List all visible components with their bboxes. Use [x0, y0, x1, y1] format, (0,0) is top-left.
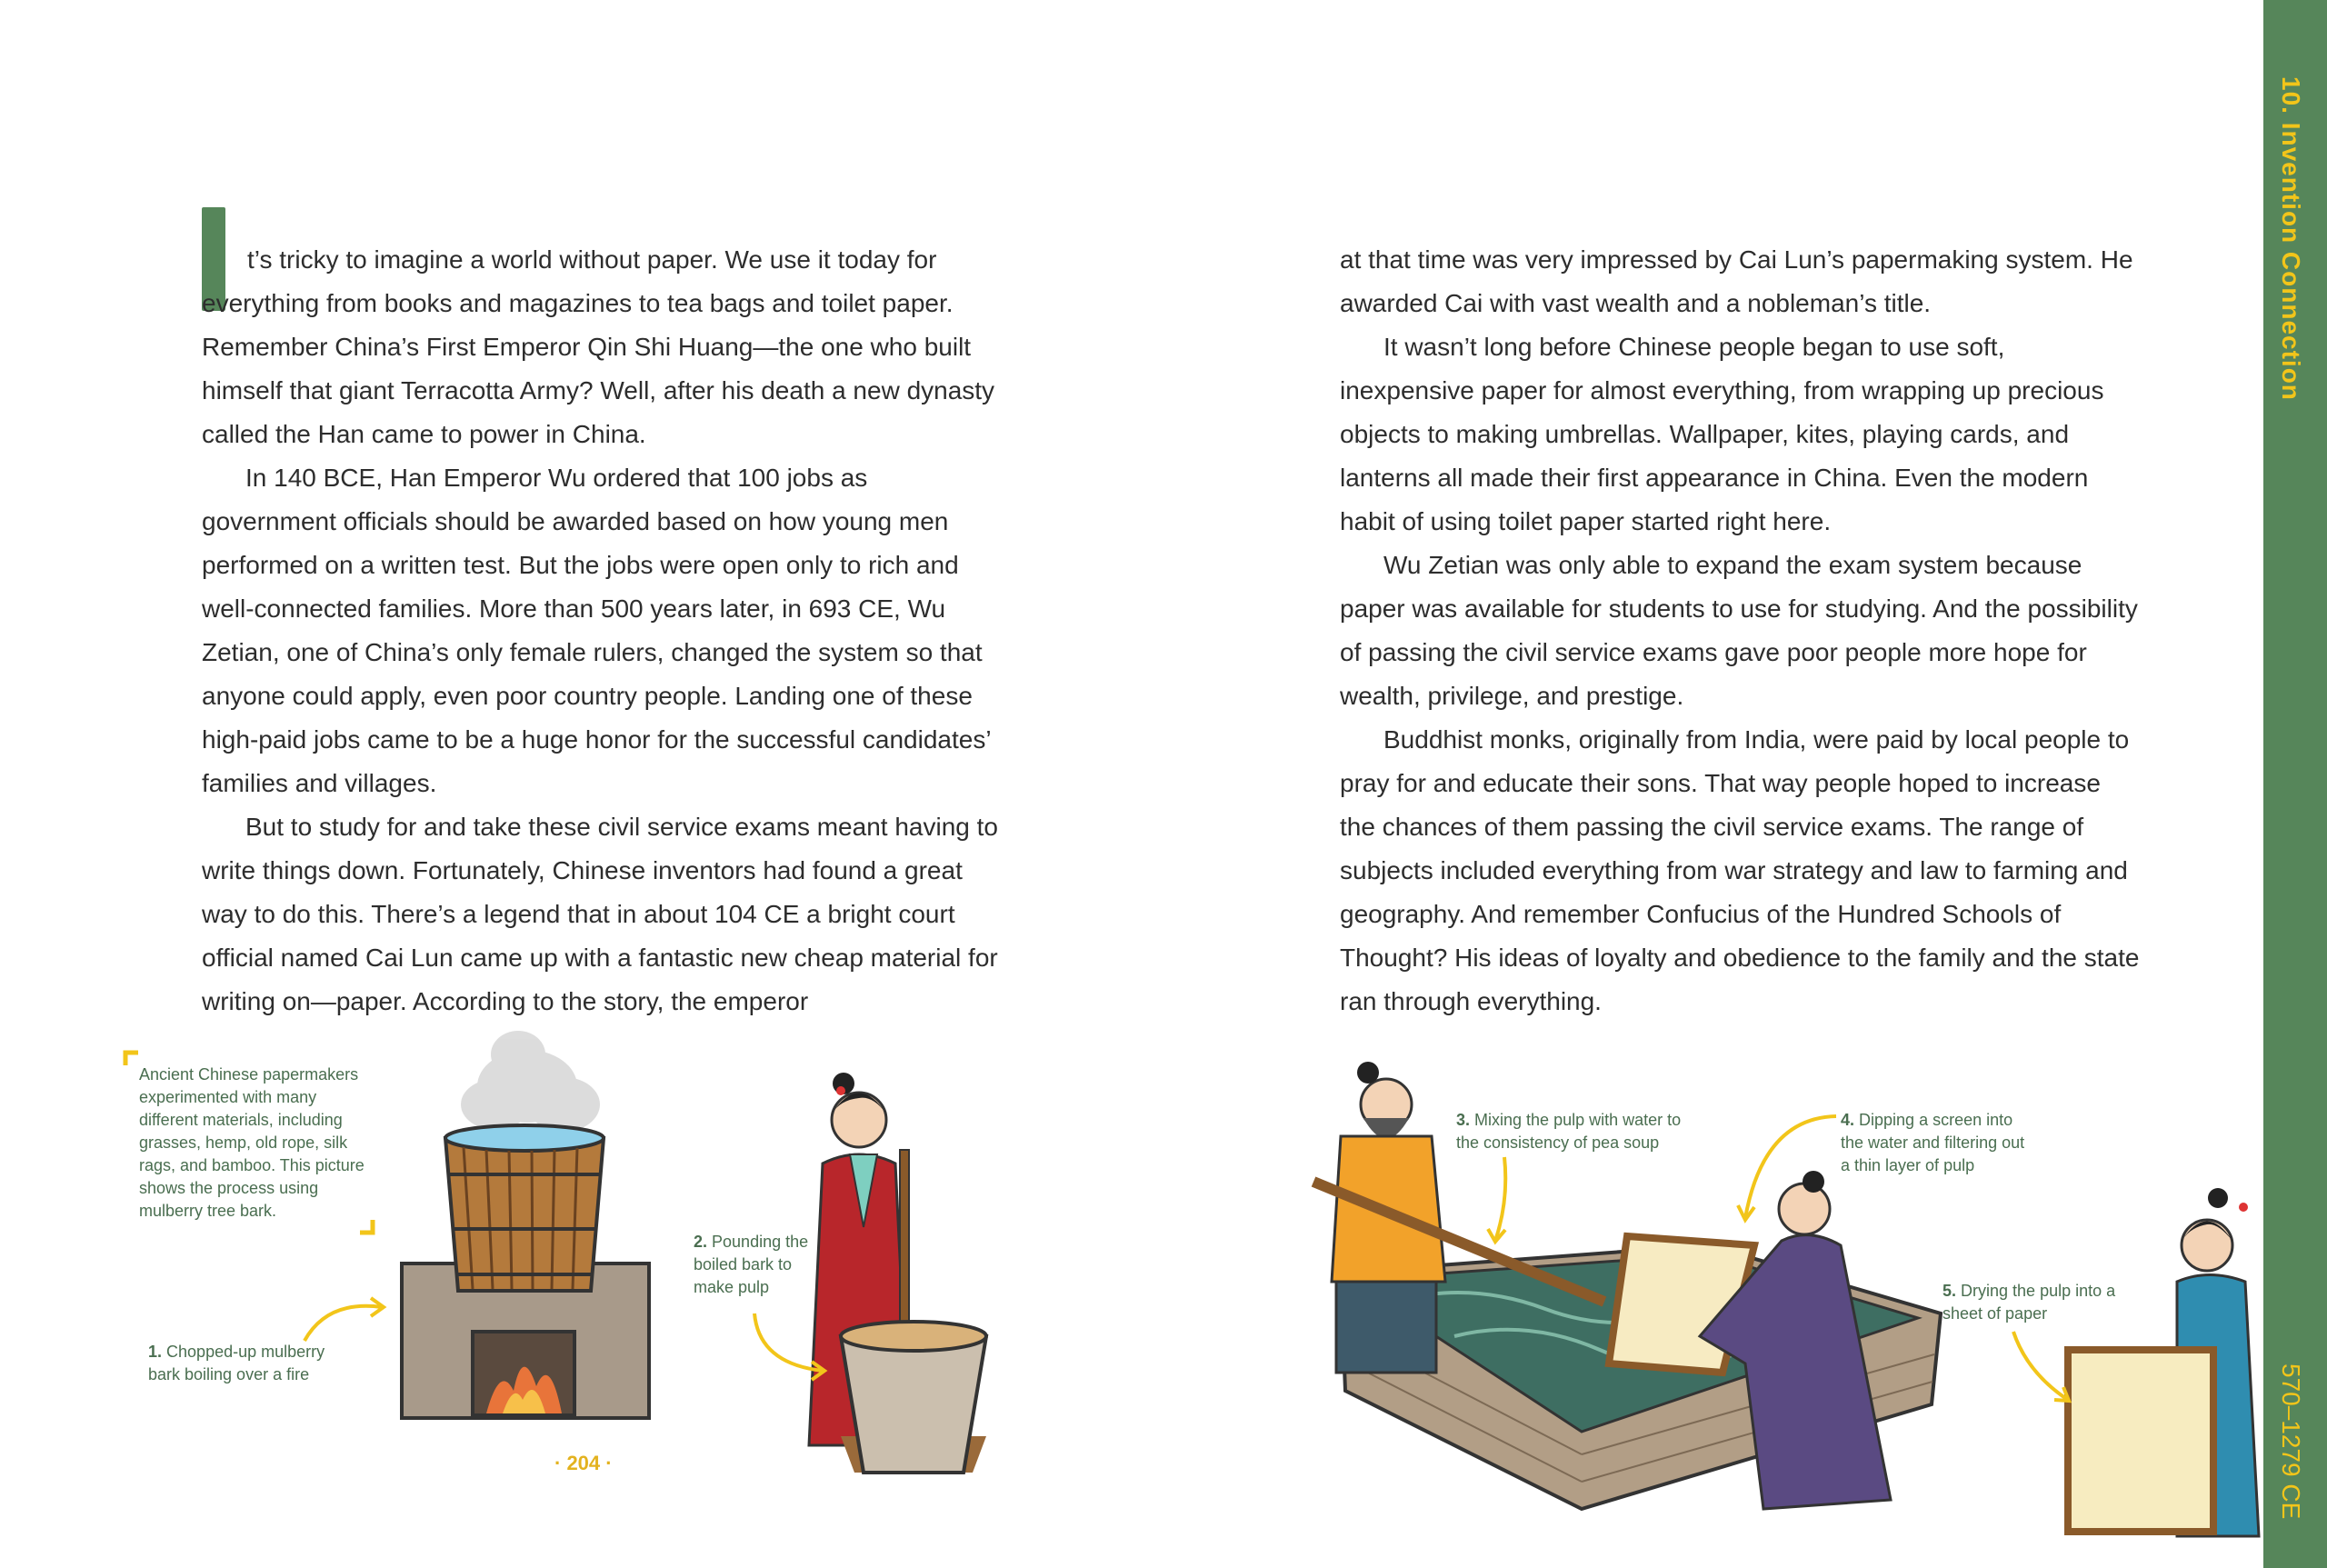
paragraph-4: at that time was very impressed by Cai Lun’s papermaking system. He awarded Cai with vast wealth and a nobleman’s title.: [1340, 245, 2133, 317]
step-5-number: 5.: [1942, 1282, 1957, 1300]
step-1-number: 1.: [148, 1343, 163, 1361]
steam-cloud: [461, 1031, 600, 1132]
first-line: t’s tricky to imagine a world without paper. We use it today for: [247, 245, 937, 274]
step-1-text: Chopped-up mulberry bark boiling over a fire: [148, 1343, 325, 1383]
step-3-caption: [1456, 1109, 1702, 1154]
paragraph-1-rest: everything from books and magazines to tea bags and toilet paper. Remember China’s First Emperor Qin Shi Huang—the one who built himself that giant Terracotta Army? Well, after his death a new dynasty called the Han came to power in China.: [202, 289, 995, 448]
step-4-number: 4.: [1841, 1111, 1855, 1129]
step-3-number: 3.: [1456, 1111, 1471, 1129]
step-3-text: Mixing the pulp with water to the consistency of pea soup: [1456, 1111, 1682, 1152]
wooden-tub: [445, 1125, 604, 1291]
chapter-title: 10. Invention Connection: [2277, 76, 2305, 401]
paragraph-7: Buddhist monks, originally from India, were paid by local people to pray for and educate their sons. That way people hoped to increase the chances of them passing the civil service exams. The range of subjects included everything from war strategy and law to farming and geography. And remember Confucius of the Hundred Schools of Thought? His ideas of loyalty and obedience to the family and the state ran through everything.: [1340, 725, 2140, 1015]
stone-mortar: [841, 1322, 986, 1473]
step-1-caption: [148, 1341, 348, 1386]
paragraph-2: In 140 BCE, Han Emperor Wu ordered that 100 jobs as government officials should be awarded based on how young men performed on a written test. But the jobs were open only to rich and well-connected families. More than 500 years later, in 693 CE, Wu Zetian, one of China’s only female rulers, changed the system so that anyone could apply, even poor country people. Landing one of these high-paid jobs came to be a huge honor for the successful candidates’ families and villages.: [202, 464, 991, 797]
step-2-caption: [694, 1231, 821, 1299]
intro-caption-text: Ancient Chinese papermakers experimented with many different materials, including grasses, hemp, old rope, silk rags, and bamboo. This picture shows the process using mulberry tree bark.: [139, 1065, 365, 1220]
step-4-text: Dipping a screen into the water and filtering out a thin layer of pulp: [1841, 1111, 2025, 1174]
step-5-text: Drying the pulp into a sheet of paper: [1942, 1282, 2116, 1323]
step-4-caption: [1841, 1109, 2032, 1177]
chapter-sidebar-tab: [2263, 0, 2327, 1568]
step-5-caption: [1942, 1280, 2124, 1325]
paragraph-5: It wasn’t long before Chinese people began to use soft, inexpensive paper for almost everything, from wrapping up precious objects to making umbrellas. Wallpaper, kites, playing cards, and lanterns all made their first appearance in China. Even the modern habit of using toilet paper started right here.: [1340, 333, 2104, 535]
step-2-number: 2.: [694, 1233, 708, 1251]
step-2-text: Pounding the boiled bark to make pulp: [694, 1233, 809, 1296]
paragraph-1: [202, 238, 1002, 456]
date-range: 570–1279 CE: [2277, 1363, 2305, 1520]
text-column-right: [1340, 238, 2140, 1024]
paragraph-3: But to study for and take these civil service exams meant having to write things down. Fortunately, Chinese inventors had found a great way to do this. There’s a legend that in about 104 CE a bright court official named Cai Lun came up with a fantastic new cheap material for writing on—paper. According to the story, the emperor: [202, 813, 998, 1015]
text-column-left: [202, 238, 1002, 1024]
page-number: · 204 ·: [554, 1452, 613, 1474]
intro-caption: [139, 1064, 375, 1223]
paragraph-6: Wu Zetian was only able to expand the exam system because paper was available for students to use for studying. And the possibility of passing the civil service exams gave poor people more hope for wealth, privilege, and prestige.: [1340, 551, 2138, 710]
woman-drying-figure: [2068, 1188, 2259, 1536]
